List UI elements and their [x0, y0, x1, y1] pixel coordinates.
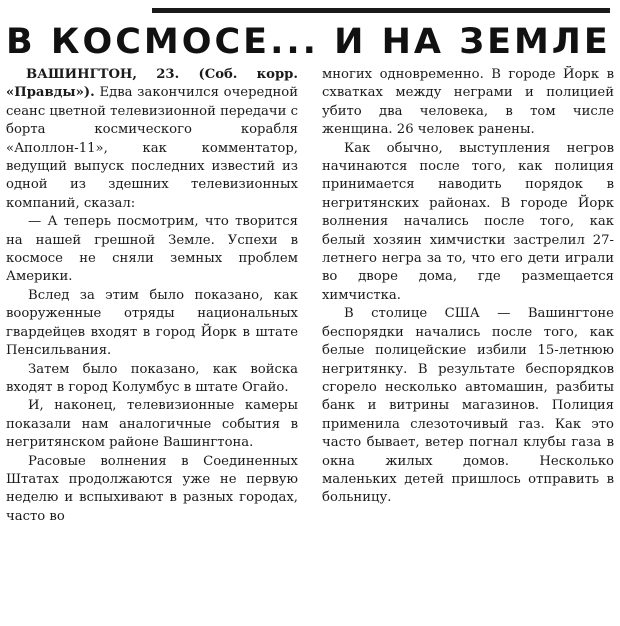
- paragraph-1: [6, 66, 298, 213]
- headline: В КОСМОСЕ... И НА ЗЕМЛЕ: [6, 22, 611, 62]
- paragraph-3: Вслед за этим было показано, как вооруженные отряды национальных гвардейцев входят в город Йорк в штате Пенсильвания.: [6, 287, 298, 359]
- top-rule: [152, 8, 610, 13]
- paragraph-9: В столице США — Вашингтоне беспорядки начались после того, как белые полицейские избили 15-летнюю негритянку. В результате беспорядков сгорело несколько автомашин, разбиты банк и витрины магазинов. Полиция применила слезоточивый газ. Как это часто бывает, ветер погнал клубы газа в окна жилых домов. Несколько маленьких детей пришлось отправить в больницу.: [322, 306, 614, 506]
- paragraph-5: И, наконец, телевизионные камеры показали нам аналогичные события в негритянском районе Вашингтона.: [6, 398, 298, 451]
- dateline: ВАШИНГТОН, 23. (Соб. корр. «Правды»).: [6, 67, 298, 101]
- paragraph-1-text: Едва закончился очередной сеанс цветной телевизионной передачи с борта космического корабля «Аполлон-11», как комментатор, ведущий выпуск последних известий из одной из здешних телевизионных компаний, сказал:: [6, 85, 298, 211]
- paragraph-7: многих одновременно. В городе Йорк в схватках между неграми и полицией убито два человека, в том числе женщина. 26 человек ранены.: [322, 67, 614, 138]
- paragraph-8: Как обычно, выступления негров начинаются после того, как полиция принимается наводить порядок в негритянских районах. В городе Йорк волнения начались после того, как белый хозяин химчистки застрелил 27-летнего негра за то, что его дети играли во дворе дома, где размещается химчистка.: [322, 140, 614, 303]
- paragraph-4: Затем было показано, как войска входят в город Колумбус в штате Огайо.: [6, 361, 298, 395]
- paragraph-2: — А теперь посмотрим, что творится на нашей грешной Земле. Успехи в космосе не сняли земных проблем Америки.: [6, 214, 298, 285]
- left-column: [6, 66, 298, 622]
- right-column: [322, 66, 614, 622]
- paragraph-6: Расовые волнения в Соединенных Штатах продолжаются уже не первую неделю и вспыхивают в разных городах, часто во: [6, 453, 298, 524]
